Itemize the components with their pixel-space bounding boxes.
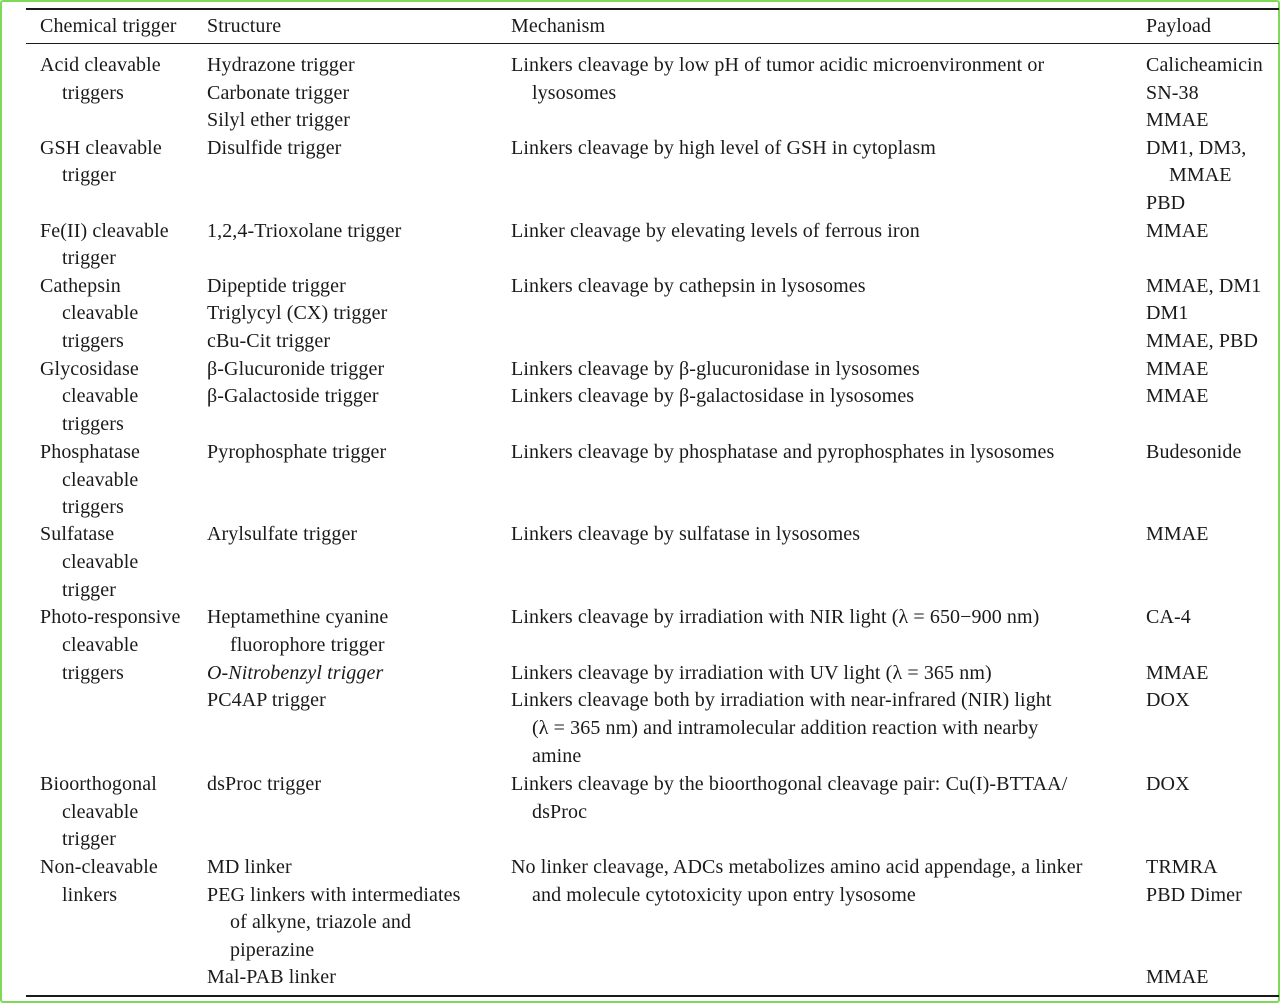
trigger-cell: trigger xyxy=(62,579,117,601)
trigger-cell: Non-cleavable xyxy=(40,856,158,878)
payload-cell: PBD Dimer xyxy=(1146,884,1242,906)
payload-cell: MMAE xyxy=(1146,109,1209,131)
structure-cell: Mal-PAB linker xyxy=(207,966,336,988)
structure-cell: of alkyne, triazole and xyxy=(230,911,412,933)
trigger-cell: trigger xyxy=(62,164,117,186)
trigger-cell: Photo-responsive xyxy=(40,606,181,628)
structure-cell: PC4AP trigger xyxy=(207,689,326,711)
payload-cell: MMAE xyxy=(1146,523,1209,545)
payload-cell: PBD xyxy=(1146,192,1186,214)
structure-cell: Disulfide trigger xyxy=(207,137,342,159)
mechanism-cell: Linkers cleavage by high level of GSH in cytoplasm xyxy=(511,137,936,159)
mechanism-cell: Linkers cleavage by the bioorthogonal cleavage pair: Cu(I)-BTTAA/ xyxy=(511,773,1068,795)
payload-cell: MMAE, DM1 xyxy=(1146,275,1262,297)
mechanism-cell: Linkers cleavage both by irradiation with near-infrared (NIR) light xyxy=(511,689,1052,711)
mechanism-cell: Linkers cleavage by cathepsin in lysosomes xyxy=(511,275,866,297)
structure-cell: 1,2,4-Trioxolane trigger xyxy=(207,220,402,242)
trigger-cell: cleavable xyxy=(62,551,139,573)
structure-cell: Dipeptide trigger xyxy=(207,275,346,297)
trigger-cell: triggers xyxy=(62,330,124,352)
payload-cell: TRMRA xyxy=(1146,856,1218,878)
mechanism-cell: lysosomes xyxy=(532,82,617,104)
mechanism-cell: Linkers cleavage by phosphatase and pyrophosphates in lysosomes xyxy=(511,441,1055,463)
trigger-cell: Acid cleavable xyxy=(40,54,161,76)
trigger-cell: Sulfatase xyxy=(40,523,115,545)
payload-cell: CA-4 xyxy=(1146,606,1191,628)
mechanism-cell: Linkers cleavage by β-galactosidase in lysosomes xyxy=(511,385,915,407)
mechanism-cell: Linkers cleavage by irradiation with UV light (λ = 365 nm) xyxy=(511,662,992,684)
mechanism-cell: Linker cleavage by elevating levels of ferrous iron xyxy=(511,220,920,242)
structure-cell: fluorophore trigger xyxy=(230,634,385,656)
structure-cell: piperazine xyxy=(230,939,315,961)
structure-cell: PEG linkers with intermediates xyxy=(207,884,461,906)
header-rule xyxy=(26,43,1279,44)
structure-cell: Pyrophosphate trigger xyxy=(207,441,387,463)
header-mechanism: Mechanism xyxy=(511,15,606,37)
trigger-cell: Glycosidase xyxy=(40,358,139,380)
structure-cell: Carbonate trigger xyxy=(207,82,350,104)
structure-cell: β-Galactoside trigger xyxy=(207,385,379,407)
structure-cell: Arylsulfate trigger xyxy=(207,523,358,545)
payload-cell: MMAE xyxy=(1146,220,1209,242)
structure-cell: Triglycyl (CX) trigger xyxy=(207,302,388,324)
structure-cell: Hydrazone trigger xyxy=(207,54,355,76)
trigger-cell: GSH cleavable xyxy=(40,137,162,159)
mechanism-cell: Linkers cleavage by sulfatase in lysosomes xyxy=(511,523,861,545)
trigger-cell: triggers xyxy=(62,82,124,104)
payload-cell: MMAE xyxy=(1146,662,1209,684)
payload-cell: MMAE xyxy=(1146,385,1209,407)
payload-cell: DM1, DM3, xyxy=(1146,137,1247,159)
trigger-cell: Bioorthogonal xyxy=(40,773,157,795)
structure-cell: Heptamethine cyanine xyxy=(207,606,389,628)
trigger-cell: Fe(II) cleavable xyxy=(40,220,169,242)
trigger-cell: trigger xyxy=(62,828,117,850)
trigger-cell: cleavable xyxy=(62,385,139,407)
trigger-cell: cleavable xyxy=(62,302,139,324)
trigger-cell: triggers xyxy=(62,413,124,435)
mechanism-cell: Linkers cleavage by irradiation with NIR light (λ = 650−900 nm) xyxy=(511,606,1040,628)
mechanism-cell: (λ = 365 nm) and intramolecular addition reaction with nearby xyxy=(532,717,1039,739)
mechanism-cell: Linkers cleavage by β-glucuronidase in lysosomes xyxy=(511,358,920,380)
payload-cell: Calicheamicin xyxy=(1146,54,1263,76)
structure-cell: dsProc trigger xyxy=(207,773,322,795)
trigger-cell: cleavable xyxy=(62,801,139,823)
payload-cell: Budesonide xyxy=(1146,441,1242,463)
payload-cell: MMAE, PBD xyxy=(1146,330,1259,352)
payload-cell: DOX xyxy=(1146,689,1190,711)
table-bottom-rule xyxy=(26,995,1279,997)
payload-cell: MMAE xyxy=(1146,358,1209,380)
payload-cell: DOX xyxy=(1146,773,1190,795)
trigger-cell: triggers xyxy=(62,496,124,518)
trigger-cell: cleavable xyxy=(62,634,139,656)
structure-cell: Silyl ether trigger xyxy=(207,109,350,131)
mechanism-cell: Linkers cleavage by low pH of tumor acidic microenvironment or xyxy=(511,54,1045,76)
payload-cell: MMAE xyxy=(1146,966,1209,988)
trigger-cell: Phosphatase xyxy=(40,441,140,463)
payload-cell: DM1 xyxy=(1146,302,1189,324)
mechanism-cell: amine xyxy=(532,745,582,767)
trigger-cell: trigger xyxy=(62,247,117,269)
header-payload: Payload xyxy=(1146,15,1212,37)
structure-cell: O-Nitrobenzyl trigger xyxy=(207,662,384,684)
structure-cell: MD linker xyxy=(207,856,292,878)
structure-cell: β-Glucuronide trigger xyxy=(207,358,385,380)
trigger-cell: Cathepsin xyxy=(40,275,121,297)
table-top-rule xyxy=(26,8,1279,10)
mechanism-cell: No linker cleavage, ADCs metabolizes amino acid appendage, a linker xyxy=(511,856,1083,878)
payload-cell: SN-38 xyxy=(1146,82,1199,104)
trigger-cell: cleavable xyxy=(62,469,139,491)
header-chemical-trigger: Chemical trigger xyxy=(40,15,177,37)
header-structure: Structure xyxy=(207,15,282,37)
trigger-cell: triggers xyxy=(62,662,124,684)
trigger-cell: linkers xyxy=(62,884,118,906)
mechanism-cell: dsProc xyxy=(532,801,588,823)
mechanism-cell: and molecule cytotoxicity upon entry lysosome xyxy=(532,884,916,906)
payload-cell: MMAE xyxy=(1169,164,1232,186)
structure-cell: cBu-Cit trigger xyxy=(207,330,331,352)
